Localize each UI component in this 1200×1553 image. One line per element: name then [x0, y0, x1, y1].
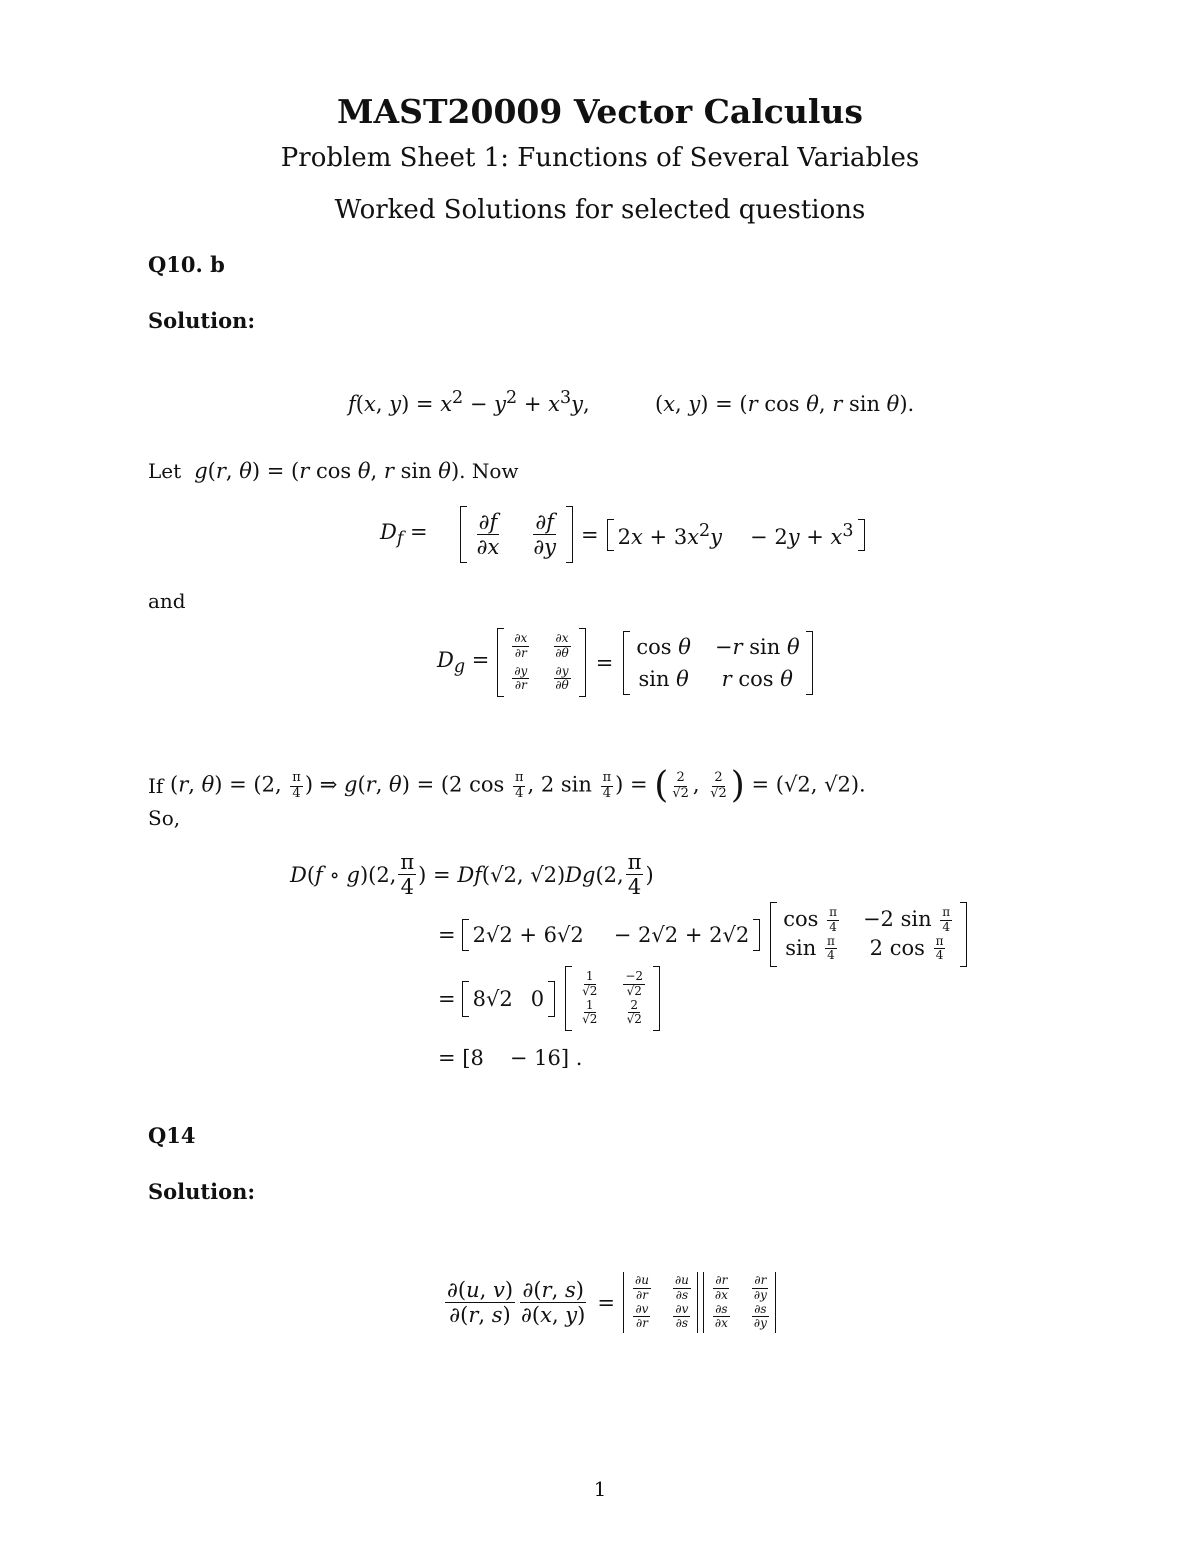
- now-label: . Now: [459, 459, 519, 483]
- chain-rule-line-3: = 8√2 0 $\frac{1}{√2}$ $\frac{-2}{√2}$ $\frac{1}{√2}$ $\frac{2}{√2}$: [438, 966, 660, 1031]
- equation-f-definition: f(x, $y) = x^2 - y^2 + x^3y$, (x, y) = (r cos θ, r sin θ).: [348, 388, 915, 416]
- page-number: 1: [593, 1477, 607, 1501]
- document-title: MAST20009 Vector Calculus: [337, 92, 863, 131]
- and-label: and: [148, 589, 186, 613]
- equation-g-definition: g(r, θ) = (r cos θ, r sin θ): [194, 459, 460, 483]
- chain-rule-line-4: = [8 − 16] .: [438, 1046, 583, 1070]
- if-label: If: [148, 774, 164, 798]
- worked-solutions-subtitle: Worked Solutions for selected questions: [334, 195, 866, 225]
- equation-Dg: $D_g$ = $\frac{\partial x}{\partial r}$ $\frac{\partial x}{\partial\theta}$ $\frac{\partial y}{\partial r}$ $\frac{\partial y}{\partial\theta}$ = cos θ −r sin θ sin θ r cos θ: [437, 628, 813, 697]
- if-evaluation-line: [148, 766, 866, 806]
- q14-solution-label: Solution:: [148, 1179, 256, 1204]
- chain-rule-line-1: D(f ∘ g)(2, $\frac{\pi}{4}$ ) = Df(√2, √2)Dg(2, $\frac{\pi}{4}$ ): [290, 850, 654, 900]
- let-g-sentence: [148, 459, 519, 483]
- equation-jacobian-product: $\frac{\partial(u, v)}{\partial(r, s)}$ $\frac{\partial(r, s)}{\partial(x, y)}$ = $\frac{\partial u}{\partial r}$ $\frac{\partial u}{\partial s}$ $\frac{\partial v}{\partial r}$ $\frac{\partial v}{\partial s}$ $\frac{\partial r}{\partial x}$ $\frac{\partial r}{\partial y}$ $\frac{\partial s}{\partial x}$ $\frac{\partial s}{\partial y}$: [443, 1272, 779, 1333]
- Df-result-matrix: $2x + 3x^2y - 2y + x^3$: [607, 519, 865, 551]
- Dg-partials-matrix: $\frac{\partial x}{\partial r}$ $\frac{\partial x}{\partial\theta}$ $\frac{\partial y}{\partial r}$ $\frac{\partial y}{\partial\theta}$: [497, 628, 585, 697]
- equation-g-evaluated: (r, θ) = (2, $\frac{\pi}{4}$ ) ⇒ g(r, θ) = (2 cos $\frac{\pi}{4}$ , 2 sin $\frac{\pi}{4}$ ) = ( $\frac{2}{√2}$ , $\frac{2}{√2}$ ) = (√2, √2).: [163, 765, 866, 806]
- Df-partials-matrix: $\frac{\partial f}{\partial x}$ $\frac{\partial f}{\partial y}$: [460, 506, 573, 563]
- chain-rule-line-2: = 2√2 + 6√2 − 2√2 + 2√2 cos $\frac{\pi}{4}$ −2 sin $\frac{\pi}{4}$ sin $\frac{\pi}{4}$ 2 cos $\frac{\pi}{4}$: [438, 902, 967, 967]
- q10-heading: Q10. b: [148, 252, 225, 277]
- problem-sheet-subtitle: Problem Sheet 1: Functions of Several Variables: [280, 143, 920, 173]
- q14-heading: Q14: [148, 1123, 196, 1148]
- Dg-result-matrix: cos θ −r sin θ sin θ r cos θ: [623, 631, 812, 695]
- equation-Df: $D_f$ = $\frac{\partial f}{\partial x}$ $\frac{\partial f}{\partial y}$ = $2x + 3x^2y - 2y + x^3$: [380, 506, 865, 563]
- so-label: So,: [148, 806, 181, 830]
- let-label: Let: [148, 459, 182, 483]
- q10-solution-label: Solution:: [148, 308, 256, 333]
